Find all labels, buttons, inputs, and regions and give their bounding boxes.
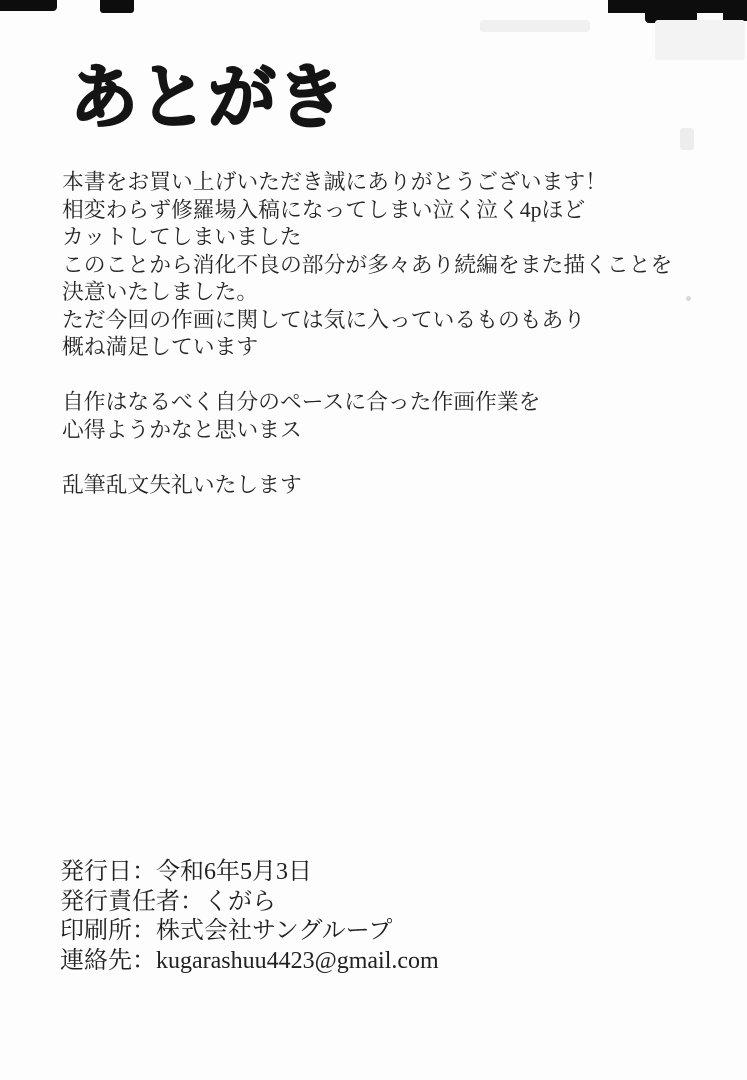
body-paragraph-3 [62,472,672,500]
body-line: このことから消化不良の部分が多々あり続編をまた描くことを [62,252,673,277]
body-paragraph-1 [62,169,672,362]
colophon-publish-date: 発行日：令和6年5月3日 [60,859,312,885]
body-line: 概ね満足しています [62,335,259,359]
body-line: 相変わらず修羅場入稿になってしまい泣く泣く4pほど [62,197,586,222]
body-line: 乱筆乱文失礼いたします [62,472,302,497]
afterword-body [62,169,672,499]
colophon-publisher: 発行責任者：くがら [60,888,276,915]
scan-speck [686,296,691,301]
scan-artifact-top-small [100,0,134,13]
body-line: 本書をお買い上げいただき誠にありがとうございます！ [62,170,607,194]
scan-artifact-top-left [0,0,57,11]
body-paragraph-2 [62,389,672,444]
body-line: 決意いたしました。 [62,280,259,304]
body-line: カットしてしまいました [62,225,302,249]
colophon [60,858,439,976]
scan-smudge [655,20,745,60]
scan-smudge [680,128,694,150]
colophon-contact-email: 連絡先：kugarashuu4423@gmail.com [60,947,439,974]
page-title: あとがき [70,56,347,140]
body-line: 自作はなるべく自分のペースに合った作画作業を [62,390,541,414]
body-line: 心得ようかなと思いまス [62,417,302,442]
scan-smudge [480,20,590,32]
colophon-printer: 印刷所：株式会社サングループ [60,918,393,944]
body-line: ただ今回の作画に関しては気に入っているものもあり [62,307,586,332]
